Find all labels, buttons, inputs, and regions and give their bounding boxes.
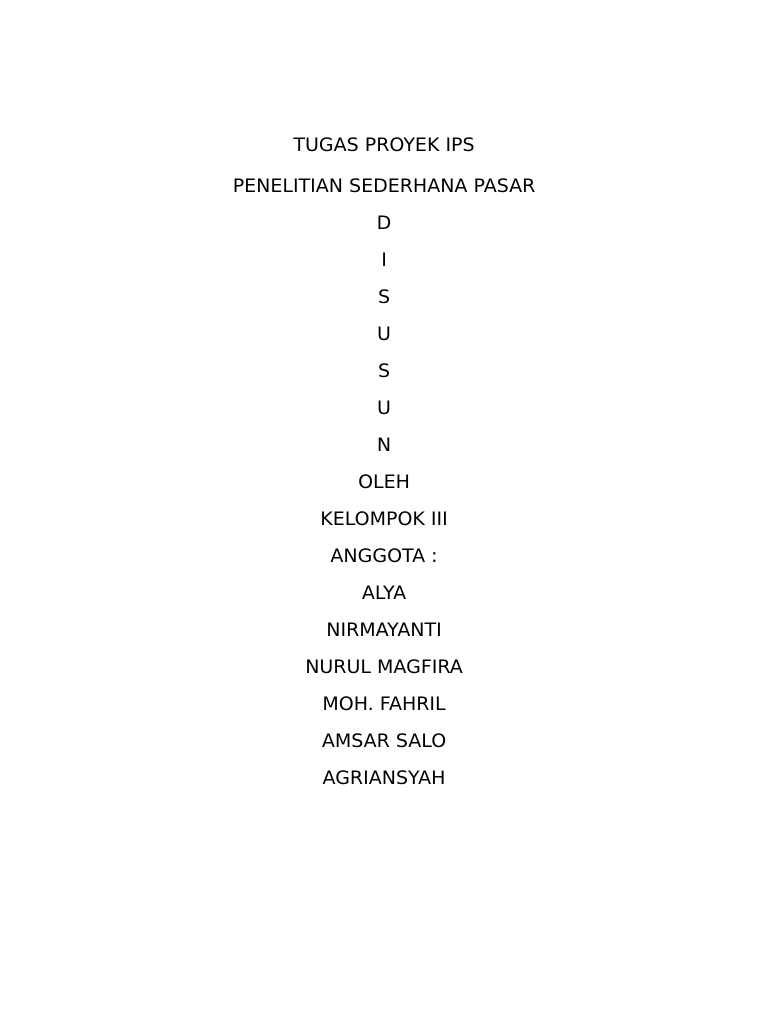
disusun-letter: D <box>376 212 392 234</box>
member-name: ALYA <box>361 582 407 604</box>
member-name: NURUL MAGFIRA <box>305 656 463 678</box>
disusun-letter: U <box>377 397 391 419</box>
document-title: TUGAS PROYEK IPS <box>293 134 475 156</box>
disusun-letter: S <box>377 360 391 382</box>
members-label: ANGGOTA : <box>330 545 438 567</box>
oleh-label: OLEH <box>358 471 410 493</box>
disusun-letter: I <box>381 249 387 271</box>
member-name: AGRIANSYAH <box>322 767 446 789</box>
member-name: MOH. FAHRIL <box>322 693 446 715</box>
disusun-letter: S <box>377 286 391 308</box>
disusun-letter: N <box>376 434 392 456</box>
document-subtitle: PENELITIAN SEDERHANA PASAR <box>232 175 536 197</box>
disusun-letter: U <box>377 323 391 345</box>
member-name: AMSAR SALO <box>321 730 447 752</box>
member-name: NIRMAYANTI <box>326 619 442 641</box>
group-name: KELOMPOK III <box>320 508 448 530</box>
